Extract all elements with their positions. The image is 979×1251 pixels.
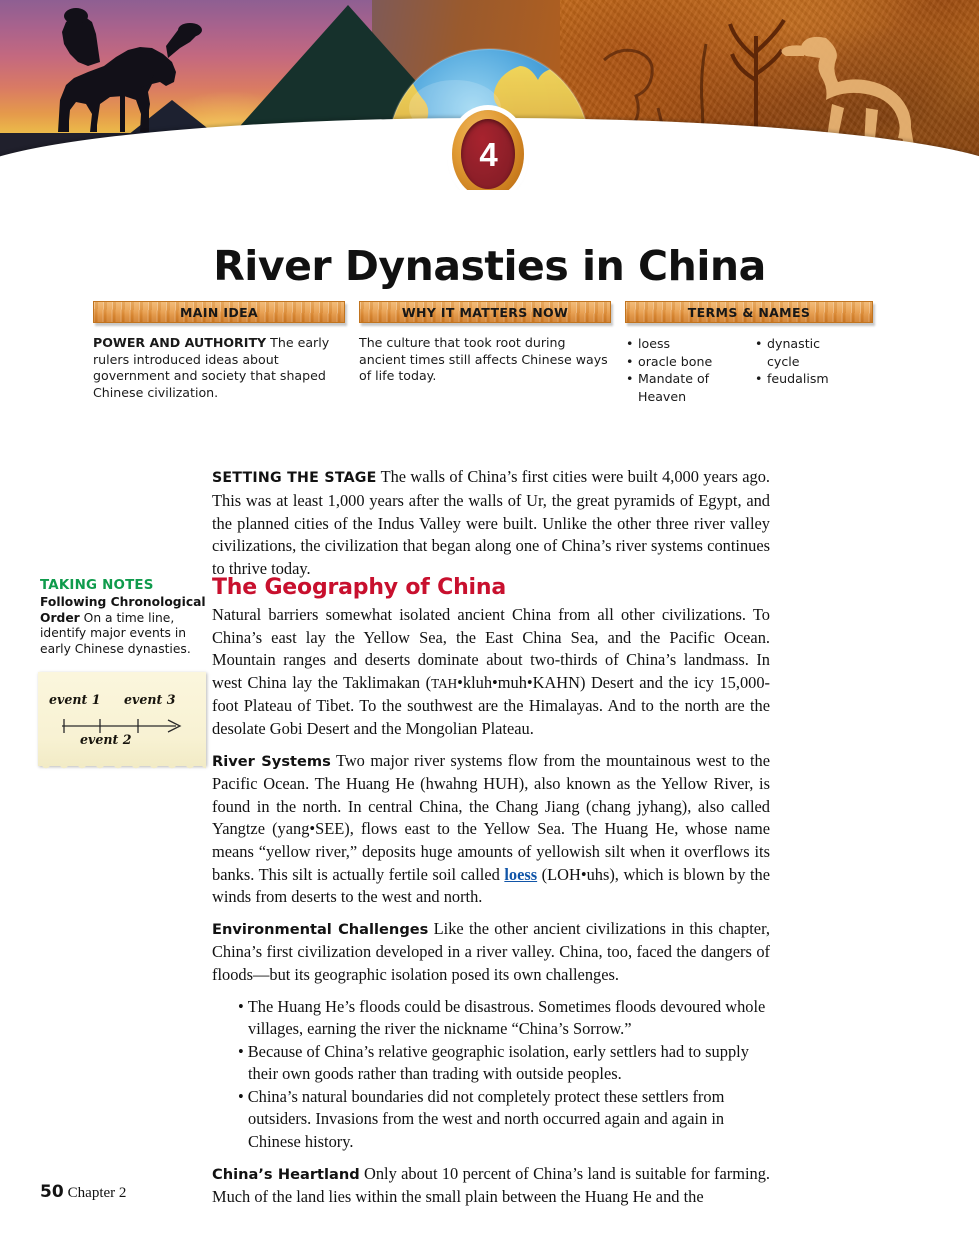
terms-column-left xyxy=(625,335,744,405)
heartland-run-in-head: China’s Heartland xyxy=(212,1165,360,1183)
why-it-matters-text: The culture that took root during ancient times still affects Chinese ways of life today. xyxy=(359,335,608,384)
term-label-continued: cycle xyxy=(767,353,800,369)
main-content-column xyxy=(212,575,770,1218)
bullet-icon: • xyxy=(755,371,763,387)
terms-and-names-heading: TERMS & NAMES xyxy=(687,304,811,320)
chapter-medallion-inner xyxy=(461,119,515,189)
taking-notes-body xyxy=(40,595,208,657)
term-item[interactable] xyxy=(754,370,873,388)
bullet-icon: • xyxy=(626,371,634,387)
terms-list-left xyxy=(625,335,744,405)
term-item[interactable] xyxy=(625,335,744,353)
term-item[interactable] xyxy=(625,353,744,371)
terms-column-right xyxy=(754,335,873,405)
term-label: feudalism xyxy=(767,371,829,387)
chapter-medallion xyxy=(452,110,524,190)
terms-list-right xyxy=(754,335,873,388)
page-number: 50 xyxy=(40,1182,64,1202)
terms-and-names-header-bar xyxy=(625,301,873,323)
list-item xyxy=(238,1041,770,1086)
main-idea-text xyxy=(93,335,345,401)
geography-intro-paragraph xyxy=(212,604,770,741)
sticky-note-timeline xyxy=(38,672,206,766)
pronunciation-smallcap: TAH xyxy=(431,675,458,691)
river-systems-text-part1: Two major river systems flow from the mountainous west to the Pacific Ocean. The Huang He (hwahng HUH), also known as the Yellow River, is found in the north. In central China, the Chang Jiang (chang jyhang), also called Yangtze (yang•SEE), flows east to the Yellow Sea. The Huang He, whose name means “yellow river,” deposits huge amounts of yellowish silt when it overflows its banks. This silt is actually fertile soil called xyxy=(212,750,771,884)
term-item[interactable] xyxy=(754,335,873,353)
environmental-text: Like the other ancient civilizations in this chapter, China’s first civilization developed in a river valley. China, too, faced the dangers of floods—but its geographic isolation posed its own challenges. xyxy=(212,918,770,984)
main-idea-body: The early rulers introduced ideas about government and society that shaped Chinese civilization. xyxy=(93,335,330,400)
setting-the-stage-label: SETTING THE STAGE xyxy=(212,470,377,487)
why-it-matters-heading: WHY IT MATTERS NOW xyxy=(401,304,569,320)
bullet-icon: • xyxy=(626,353,634,369)
feature-boxes-row xyxy=(93,301,873,405)
river-systems-run-in-head: River Systems xyxy=(212,752,331,770)
term-item-continuation xyxy=(625,388,744,406)
setting-the-stage-paragraph xyxy=(212,466,770,580)
list-item xyxy=(238,996,770,1041)
bullet-icon: • xyxy=(626,336,634,351)
term-label: oracle bone xyxy=(638,353,713,369)
term-item-continuation xyxy=(754,353,873,371)
terms-columns xyxy=(625,335,873,405)
why-it-matters-box xyxy=(359,301,611,405)
list-item-text: The Huang He’s floods could be disastrous. Sometimes floods devoured whole villages, earning the river the nickname “China’s Sorrow.” xyxy=(247,996,766,1039)
bullet-icon: • xyxy=(755,336,763,351)
list-item xyxy=(238,1086,770,1154)
taking-notes-sidebar xyxy=(40,578,208,657)
bullet-icon: • xyxy=(238,1086,244,1106)
setting-the-stage-text: The walls of China’s first cities were built 4,000 years ago. This was at least 1,000 years after the walls of Ur, the great pyramids of Egypt, and the planned cities of the Indus Valley were built. Unlike the other three river valley civilizations, the civilization that began along one of China’s river systems continues to thrive today. xyxy=(212,467,770,578)
environmental-challenges-paragraph xyxy=(212,918,770,987)
page-footer xyxy=(40,1182,126,1202)
heartland-text: Only about 10 percent of China’s land is suitable for farming. Much of the land lies within the small plain between the Huang He and the xyxy=(212,1163,770,1207)
term-label: dynastic xyxy=(767,336,821,351)
page-title: River Dynasties in China xyxy=(213,242,766,291)
chapter-label: Chapter 2 xyxy=(67,1185,127,1201)
term-label-continued: Heaven xyxy=(638,388,687,404)
timeline-event-3-label: event 3 xyxy=(124,692,176,707)
river-systems-text-part2: (LOH•uhs), which is blown by the winds from deserts to the west and north. xyxy=(212,864,770,907)
main-idea-box xyxy=(93,301,345,405)
geography-intro-text-cont: •kluh•muh•KAHN) Desert and the icy 15,000-foot Plateau of Tibet. To the southwest are the Himalayas. And to the north are the desolate Gobi Desert and the Mongolian Plateau. xyxy=(212,672,771,738)
river-systems-paragraph xyxy=(212,750,770,909)
timeline-axis-icon xyxy=(60,716,190,736)
term-item[interactable] xyxy=(625,370,744,388)
timeline-event-2-label: event 2 xyxy=(80,732,132,747)
environmental-run-in-head: Environmental Challenges xyxy=(212,920,429,938)
environmental-bullet-list xyxy=(212,996,770,1154)
chapter-banner xyxy=(0,0,979,190)
why-it-matters-header-bar xyxy=(359,301,611,323)
list-item-text: Because of China’s relative geographic isolation, early settlers had to supply their own goods rather than trading with outside peoples. xyxy=(247,1041,749,1084)
main-idea-heading: MAIN IDEA xyxy=(180,304,258,320)
chinas-heartland-paragraph xyxy=(212,1163,770,1209)
main-idea-lead: POWER AND AUTHORITY xyxy=(93,335,267,350)
list-item-text: China’s natural boundaries did not completely protect these settlers from outsiders. Invasions from the west and north occurred again and again in Chinese history. xyxy=(247,1086,725,1152)
chapter-number: 4 xyxy=(479,135,497,173)
vocab-link-loess[interactable]: loess xyxy=(504,864,538,884)
terms-and-names-box xyxy=(625,301,873,405)
timeline-event-1-label: event 1 xyxy=(49,692,101,707)
taking-notes-lead: Following Chronological Order xyxy=(40,595,206,625)
bullet-icon: • xyxy=(238,1041,244,1061)
term-label: Mandate of xyxy=(638,371,710,387)
taking-notes-heading: TAKING NOTES xyxy=(40,578,154,593)
taking-notes-text: On a time line, identify major events in early Chinese dynasties. xyxy=(40,610,191,656)
bullet-icon: • xyxy=(238,996,244,1016)
section-heading: The Geography of China xyxy=(212,575,506,600)
geography-intro-text: Natural barriers somewhat isolated ancient China from all other civilizations. To China’s east lay the Yellow Sea, the East China Sea, and the Pacific Ocean. Mountain ranges and deserts dominate about two-thirds of China’s landmass. In west China lay the Taklimakan ( xyxy=(212,605,770,692)
main-idea-header-bar xyxy=(93,301,345,323)
term-label: loess xyxy=(638,336,671,351)
